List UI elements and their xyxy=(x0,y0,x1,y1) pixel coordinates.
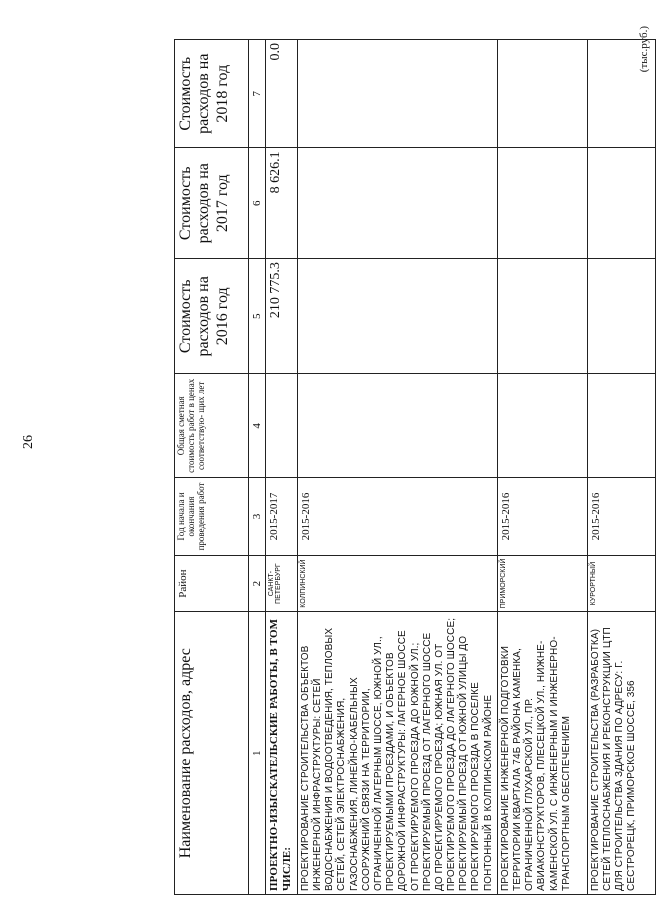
row-cost-2017: 8 626.1 xyxy=(266,148,298,259)
row-years: 2015-2017 xyxy=(266,478,298,556)
budget-table xyxy=(174,39,656,895)
row-region: ПРИМОРСКИЙ xyxy=(497,555,587,612)
table-row xyxy=(266,40,298,895)
row-region: КУРОРТНЫЙ xyxy=(587,555,655,612)
row-estimate xyxy=(266,374,298,478)
header-years: Год начала и окончания проведения работ xyxy=(175,478,249,556)
header-region: Район xyxy=(175,555,249,612)
header-name: Наименование расходов, адрес xyxy=(175,612,249,895)
row-estimate xyxy=(587,374,655,478)
row-cost-2016: 210 775.3 xyxy=(266,259,298,374)
row-cost-2016 xyxy=(297,259,497,374)
row-cost-2018 xyxy=(297,40,497,148)
table-container xyxy=(174,39,638,895)
row-cost-2017 xyxy=(497,148,587,259)
row-years: 2015-2016 xyxy=(497,478,587,556)
column-number: 5 xyxy=(249,259,266,374)
page-number: 26 xyxy=(21,435,36,449)
table-row xyxy=(587,40,655,895)
row-cost-2018 xyxy=(497,40,587,148)
row-cost-2016 xyxy=(587,259,655,374)
row-name: ПРОЕКТИРОВАНИЕ ИНЖЕНЕРНОЙ ПОДГОТОВКИ ТЕРРИТОРИИ КВАРТАЛА 74Б РАЙОНА КАМЕНКА, ОГРАНИЧЕННОЙ ГЛУХАРСКОЙ УЛ., ПР. АВИАКОНСТРУКТОРОВ, ПЛЕСЕЦКОЙ УЛ., НИЖНЕ-КАМЕНСКОЙ УЛ. С ИНЖЕНЕРНЫМ И ИНЖЕНЕРНО-ТРАНСПОРТНЫМ ОБЕСПЕЧЕНИЕМ xyxy=(497,612,587,895)
header-cost-2016: Стоимость расходов на 2016 год xyxy=(175,259,249,374)
units-label: (тыс.руб.) xyxy=(638,26,650,73)
row-estimate xyxy=(297,374,497,478)
header-row xyxy=(175,40,249,895)
row-cost-2017 xyxy=(587,148,655,259)
header-cost-2017: Стоимость расходов на 2017 год xyxy=(175,148,249,259)
row-years: 2015-2016 xyxy=(587,478,655,556)
column-number: 1 xyxy=(249,612,266,895)
row-cost-2018: 0.0 xyxy=(266,40,298,148)
column-number: 2 xyxy=(249,555,266,612)
header-estimate: Общая сметная стоимость работ в ценах соответствую- щих лет xyxy=(175,374,249,478)
row-cost-2017 xyxy=(297,148,497,259)
row-cost-2016 xyxy=(497,259,587,374)
row-years: 2015-2016 xyxy=(297,478,497,556)
column-number: 4 xyxy=(249,374,266,478)
row-estimate xyxy=(497,374,587,478)
column-number-row xyxy=(249,40,266,895)
column-number: 3 xyxy=(249,478,266,556)
column-number: 6 xyxy=(249,148,266,259)
table-row xyxy=(297,40,497,895)
table-row xyxy=(497,40,587,895)
row-region: САНКТ-ПЕТЕРБУРГ xyxy=(266,555,298,612)
column-number: 7 xyxy=(249,40,266,148)
row-name: ПРОЕКТИРОВАНИЕ СТРОИТЕЛЬСТВА ОБЪЕКТОВ ИНЖЕНЕРНОЙ ИНФРАСТРУКТУРЫ: СЕТЕЙ ВОДОСНАБЖЕНИЯ И ВОДООТВЕДЕНИЯ, ТЕПЛОВЫХ СЕТЕЙ, СЕТЕЙ ЭЛЕКТРОСНАБЖЕНИЯ, ГАЗОСНАБЖЕНИЯ, ЛИНЕЙНО-КАБЕЛЬНЫХ СООРУЖЕНИЙ СВЯЗИ НА ТЕРРИТОРИИ, ОГРАНИЧЕННОЙ ЛАГЕРНЫМ ШОССЕ, ЮЖНОЙ УЛ., ПРОЕКТИРУЕМЫМИ ПРОЕЗДАМИ, И ОБЪЕКТОВ ДОРОЖНОЙ ИНФРАСТРУКТУРЫ: ЛАГЕРНОЕ ШОССЕ ОТ ПРОЕКТИРУЕМОГО ПРОЕЗДА ДО ЮЖНОЙ УЛ.; ПРОЕКТИРУЕМЫЙ ПРОЕЗД ОТ ЛАГЕРНОГО ШОССЕ ДО ПРОЕКТИРУЕМОГО ПРОЕЗДА; ЮЖНАЯ УЛ. ОТ ПРОЕКТИРУЕМОГО ПРОЕЗДА ДО ЛАГЕРНОГО ШОССЕ; ПРОЕКТИРУЕМЫЙ ПРОЕЗД ОТ ЮЖНОЙ УЛИЦЫ ДО ПРОЕКТИРУЕМОГО ПРОЕЗДА В ПОСЕЛКЕ ПОНТОННЫЙ В КОЛПИНСКОМ РАЙОНЕ xyxy=(297,612,497,895)
header-cost-2018: Стоимость расходов на 2018 год xyxy=(175,40,249,148)
row-cost-2018 xyxy=(587,40,655,148)
row-region: КОЛПИНСКИЙ xyxy=(297,555,497,612)
row-name: ПРОЕКТНО-ИЗЫСКАТЕЛЬСКИЕ РАБОТЫ, В ТОМ ЧИСЛЕ: xyxy=(266,612,298,895)
row-name: ПРОЕКТИРОВАНИЕ СТРОИТЕЛЬСТВА (РАЗРАБОТКА) СЕТЕЙ ТЕПЛОСНАБЖЕНИЯ И РЕКОНСТРУКЦИИ ЦТП ДЛЯ СТРОИТЕЛЬСТВА ЗДАНИЯ ПО АДРЕСУ: Г. СЕСТРОРЕЦК, ПРИМОРСКОЕ ШОССЕ, 356 xyxy=(587,612,655,895)
